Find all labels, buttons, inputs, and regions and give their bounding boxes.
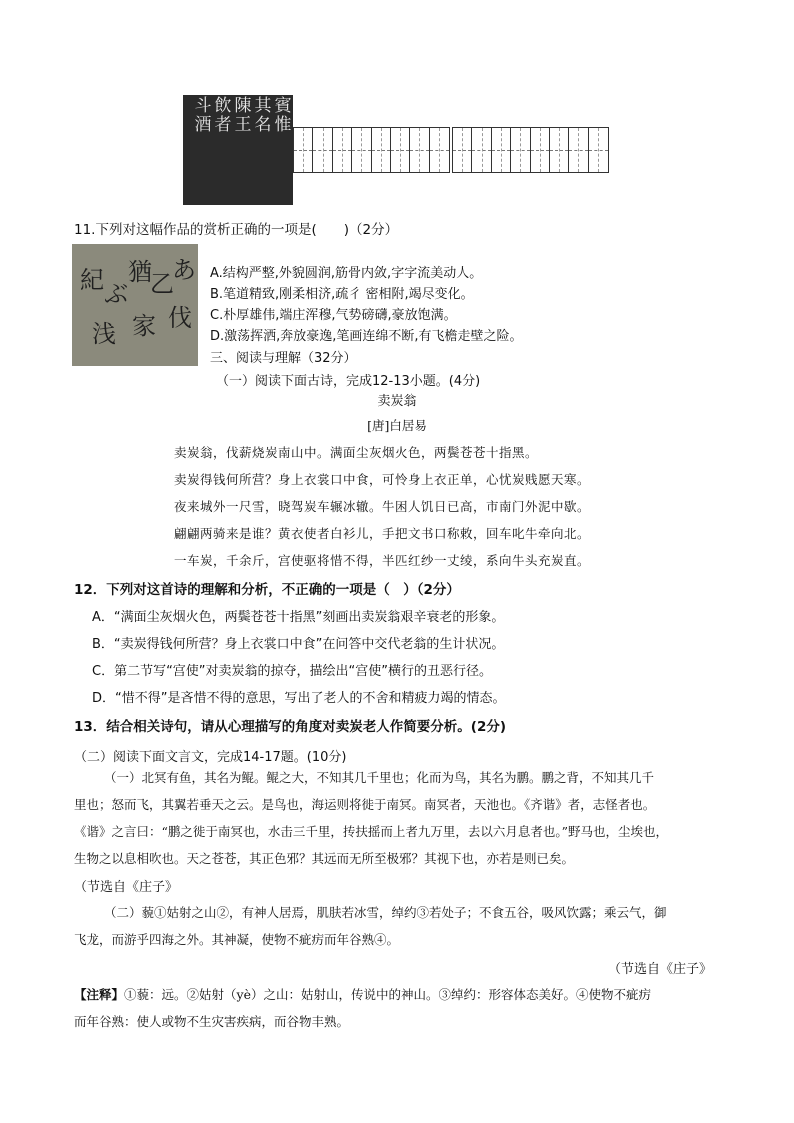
notes-text: ①藐：远。②姑射（yè）之山：姑射山，传说中的神山。③绰约：形容体态美好。④使物不疵疠 [124, 987, 651, 1002]
section-two-title: （二）阅读下面文言文，完成14-17题。(10分) [74, 750, 347, 765]
passage-2-line: 飞龙，而游乎四海之外。其神凝，使物不疵疠而年谷熟④。 [74, 932, 400, 947]
poem-line: 翩翩两骑来是谁？黄衣使者白衫儿，手把文书口称敕，回车叱牛牵向北。 [174, 526, 591, 541]
calligraphy-image-top [183, 95, 293, 205]
section-3-sub-1: （一）阅读下面古诗，完成12-13小题。(4分) [216, 374, 481, 389]
question-11-option-b[interactable]: B.笔道精致,刚柔相济,疏彳 密相附,竭尽变化。 [210, 287, 474, 302]
notes-line-1 [74, 985, 651, 1003]
poem-title: 卖炭翁 [377, 394, 417, 409]
question-13-stem: 13．结合相关诗句，请从心理描写的角度对卖炭老人作简要分析。(2分) [74, 719, 507, 735]
passage-1-line: 里也；怒而飞，其翼若垂天之云。是鸟也，海运则将徙于南冥。南冥者，天池也。《齐谐》者，志怪者也。 [74, 797, 656, 812]
question-12-option-c[interactable]: C．第二节写“宫使”对卖炭翁的掠夺，描绘出“宫使”横行的丑恶行径。 [92, 664, 493, 679]
question-12-option-b[interactable]: B．“卖炭得钱何所营？身上衣裳口中食”在问答中交代老翁的生计状况。 [92, 637, 505, 652]
calligraphy-column: 陳 王 [234, 96, 252, 135]
calligraphy-column: 其 名 [254, 96, 272, 135]
calligraphy-column: 斗 酒 [194, 96, 212, 135]
question-12-option-d[interactable]: D．“惜不得”是吝惜不得的意思，写出了老人的不舍和精疲力竭的情态。 [92, 691, 506, 706]
passage-1-source: （节选自《庄子》 [74, 880, 179, 895]
question-12-stem: 12．下列对这首诗的理解和分析，不正确的一项是（ ）（2分） [74, 582, 460, 598]
passage-1-line: （一）北冥有鱼，其名为鲲。鲲之大，不知其几千里也；化而为鸟，其名为鹏。鹏之背，不知其几千 [104, 770, 655, 785]
answer-grid-right[interactable] [452, 127, 609, 173]
poem-line: 一车炭，千余斤，宫使驱将惜不得，半匹红纱一丈绫，系向牛头充炭直。 [174, 553, 591, 568]
passage-2-line: （二）藐①姑射之山②，有神人居焉，肌肤若冰雪，绰约③若处子；不食五谷，吸风饮露；乘云气，御 [104, 905, 667, 920]
calligraphy-image-cursive: あ 乙 猶 ぶ 紀 伐 家 浅 [72, 244, 198, 366]
question-12-option-a[interactable]: A．“满面尘灰烟火色，两鬓苍苍十指黑”刻画出卖炭翁艰辛衰老的形象。 [92, 610, 505, 625]
poem-line: 卖炭得钱何所营？身上衣裳口中食，可怜身上衣正单，心忧炭贱愿天寒。 [174, 472, 591, 487]
question-11-option-a[interactable]: A.结构严整,外貌圆润,筋骨内敛,字字流美动人。 [210, 266, 483, 281]
poem-line: 卖炭翁，伐薪烧炭南山中。满面尘灰烟火色，两鬓苍苍十指黑。 [174, 445, 539, 460]
notes-line-2: 而年谷熟：使人或物不生灾害疾病，而谷物丰熟。 [74, 1014, 350, 1029]
question-11-stem: 11.下列对这幅作品的赏析正确的一项是( )（2分） [74, 222, 399, 238]
notes-label: 【注释】 [74, 987, 125, 1002]
question-11-option-c[interactable]: C.朴厚雄伟,端庄浑穆,气势磅礴,豪放饱满。 [210, 308, 457, 323]
passage-2-source: （节选自《庄子》 [608, 962, 713, 977]
section-3-title: 三、阅读与理解（32分） [210, 351, 357, 366]
question-11-option-d[interactable]: D.激荡挥洒,奔放豪逸,笔画连绵不断,有飞檐走壁之险。 [210, 329, 523, 344]
calligraphy-column: 飲 者 [214, 96, 232, 135]
passage-1-line: 《谐》之言曰：“鹏之徙于南冥也，水击三千里，抟扶摇而上者九万里，去以六月息者也。”野马也，尘埃也， [74, 824, 669, 839]
poem-author: [唐]白居易 [367, 418, 427, 433]
answer-grid-left[interactable] [293, 127, 450, 173]
passage-1-line: 生物之以息相吹也。天之苍苍，其正色邪？其远而无所至极邪？其视下也，亦若是则已矣。 [74, 851, 575, 866]
calligraphy-column: 賓 惟 [274, 96, 292, 135]
poem-line: 夜来城外一尺雪，晓驾炭车辗冰辙。牛困人饥日已高，市南门外泥中歇。 [174, 499, 591, 514]
